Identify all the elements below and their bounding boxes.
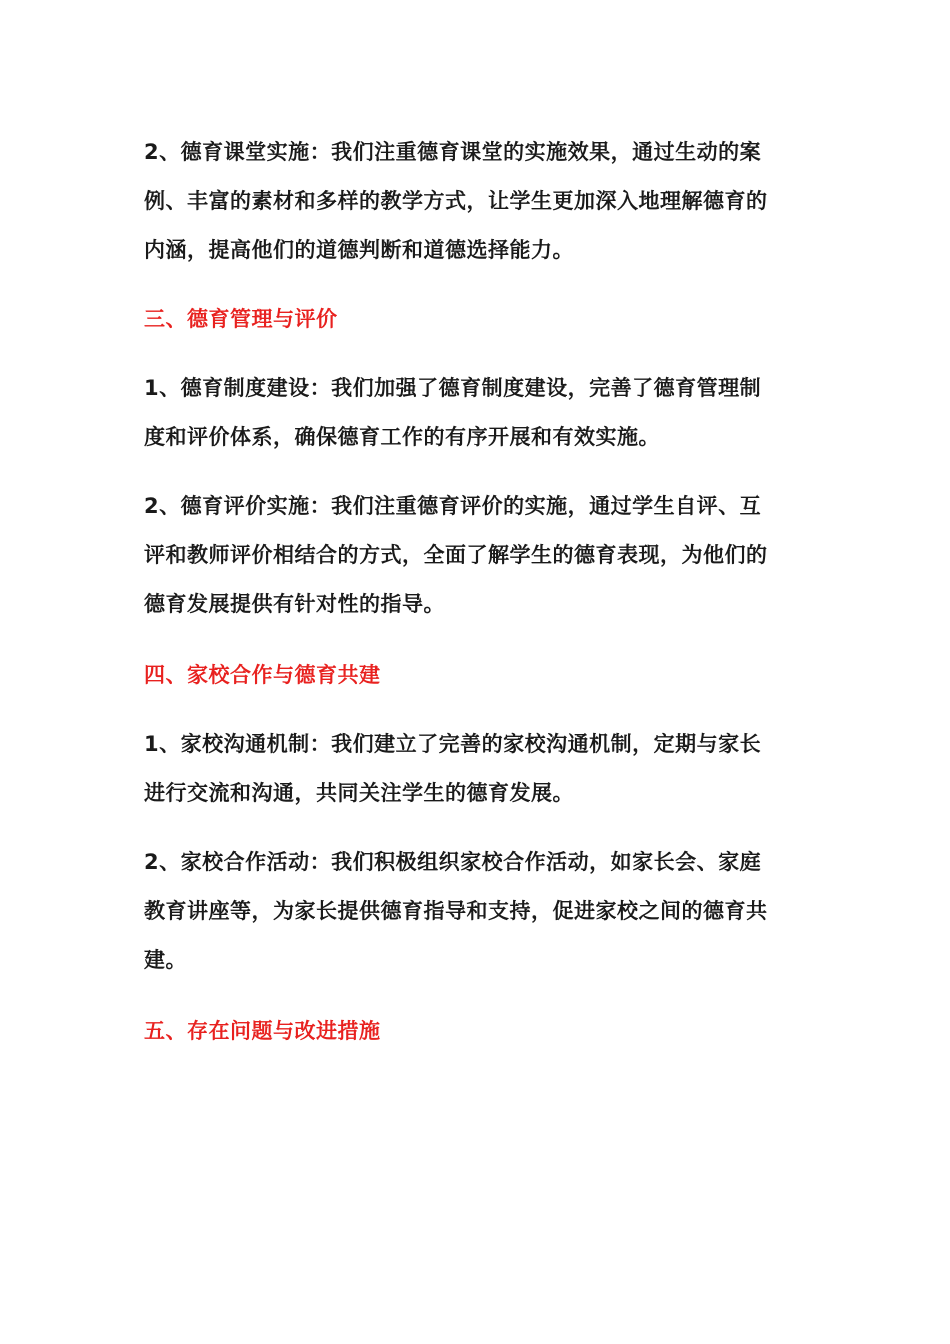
- paragraph-line: 2、德育评价实施：我们注重德育评价的实施，通过学生自评、互: [144, 494, 762, 518]
- paragraph-line: 度和评价体系，确保德育工作的有序开展和有效实施。: [144, 425, 660, 449]
- paragraph-classroom-implementation: [144, 128, 810, 275]
- paragraph-line: 德育发展提供有针对性的指导。: [144, 592, 445, 616]
- section-heading-home-school: [144, 651, 810, 700]
- paragraph-line: 1、家校沟通机制：我们建立了完善的家校沟通机制，定期与家长: [144, 732, 762, 756]
- heading-text: 三、德育管理与评价: [144, 307, 338, 331]
- paragraph-line: 2、德育课堂实施：我们注重德育课堂的实施效果，通过生动的案: [144, 140, 762, 164]
- paragraph-line: 2、家校合作活动：我们积极组织家校合作活动，如家长会、家庭: [144, 850, 762, 874]
- paragraph-line: 内涵，提高他们的道德判断和道德选择能力。: [144, 238, 574, 262]
- section-heading-problems-improvements: [144, 1007, 810, 1056]
- paragraph-cooperation-activities: [144, 838, 810, 985]
- paragraph-communication-mechanism: [144, 720, 810, 818]
- paragraph-system-construction: [144, 364, 810, 462]
- heading-text: 五、存在问题与改进措施: [144, 1019, 381, 1043]
- section-heading-management-evaluation: [144, 295, 810, 344]
- paragraph-line: 建。: [144, 948, 187, 972]
- paragraph-line: 进行交流和沟通，共同关注学生的德育发展。: [144, 781, 574, 805]
- heading-text: 四、家校合作与德育共建: [144, 663, 381, 687]
- paragraph-line: 教育讲座等，为家长提供德育指导和支持，促进家校之间的德育共: [144, 899, 768, 923]
- paragraph-evaluation-implementation: [144, 482, 810, 629]
- paragraph-line: 评和教师评价相结合的方式，全面了解学生的德育表现，为他们的: [144, 543, 768, 567]
- paragraph-line: 1、德育制度建设：我们加强了德育制度建设，完善了德育管理制: [144, 376, 762, 400]
- paragraph-line: 例、丰富的素材和多样的教学方式，让学生更加深入地理解德育的: [144, 189, 768, 213]
